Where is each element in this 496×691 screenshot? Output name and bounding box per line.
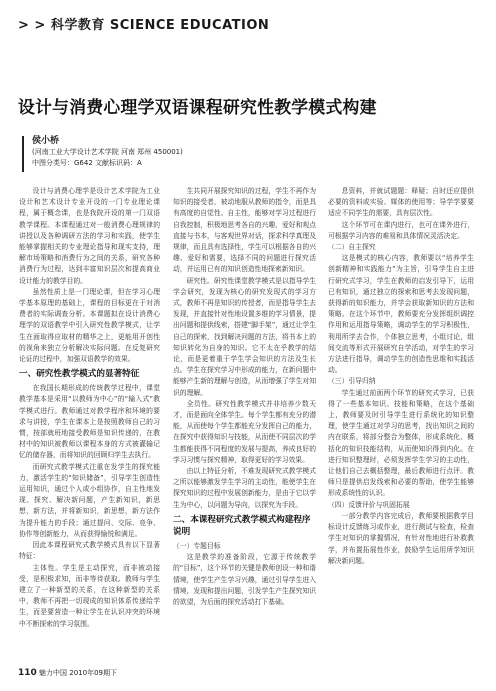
- paragraph: 研究性。研究性课堂教学模式是以指导学生学会研究，发现为核心的研究发现式的学习方式，教师不再是知识的传授者，而是指导学生去发现，并直接针对性地设置多维的学习情景，提出问题和提供线索，搭建“脚手架”，通过让学生自己的探索，找到解决问题的方法，将书本上的知识转化为自身的知识。它不太在乎教学的结论，而是更着重于学生学会知识的方法及生长点。学生在探究学习中形成的能力，在新问题中能够产生新的理解与创造，从而增强了学生对知识的理解。: [173, 276, 316, 397]
- paragraph: 这是教学的准备阶段，它源于传统教学的“目标”，这个环节的关键是教师创设一种和谐情境，使学生产生学习兴趣，通过引导学生进入情境，发现和提出问题，引发学生产生探究知识的欲望，为后面的探究活动打下基础。: [173, 553, 316, 606]
- column-1: [19, 186, 160, 646]
- column-2: [173, 186, 316, 646]
- article-title: 设计与消费心理学双语课程研究性教学模式构建: [18, 97, 377, 117]
- paragraph: 主体性。学生是主动探究，而非被动接受，是积极求知，而非等待获取。教师与学生建立了一种新型的关系，在这种新型的关系中，教师不再把一切现成的知识体系传递给学生，而是要营造一种让学生在认识冲突的环境中不断探索的学习氛围。: [19, 563, 160, 628]
- section-header: > > 科学教育 SCIENCE EDUCATION: [18, 18, 270, 33]
- section-heading: （三）引导归纳: [328, 377, 376, 386]
- paragraph: 设计与消费心理学是设计艺术学院为工业设计和艺术设计专业开设的一门专业理论课程，属于概念课，也是我院开设的第一门双语教学课程。本课程通过对一般消费心理规律的讲授以及各种调研方法的学习和实践，使学生能够掌握相关的专业理论指导和现实支持，理解市场策略和消费行为之间的关系，研究各种消费行为过程，达到丰富知识层次和提高商业设计能力的教学目的。: [19, 187, 160, 285]
- author-block: [22, 136, 183, 172]
- paragraph: 息资料，并就试题题：释疑；自时还应提供必要的资料或实验、媒体的使用等；导学学要要适应不同学生的需要，具有层次性。: [328, 187, 474, 218]
- paragraph: 虽然性质上是一门理论课，但在学习心理学基本原理的基础上，课程的目标更在于对消费者的实际调查分析。本课题拟在设计消费心理学的双语教学中引入研究性教学模式，让学生在面取得应取材的精华之上，更能用开创性的视角来独立分析解决实际问题。在反复研究论证的过程中，加强双语教学的效果。: [19, 287, 160, 364]
- paragraph: 由以上特征分析，不难发现研究式教学模式之所以能够激发学生学习的主动性，能使学生在探究知识的过程中发展创新能力，是由于它以学生为中心，以问题为导向，以探究为手段。: [173, 467, 316, 509]
- paragraph: 在我国长期形成的传统教学过程中，课堂教学基本是采用“以教师为中心”的“输入式”教学模式进行。教师通过对教学程序和环境的要求与讲授，学生在课本上是按照教师自己的习惯，按部就班地接受教师是知识传递的，在教材中的知识被教师以课程本身的方式被灌输记忆的储存器，而将知识的回顾归学生去执行。: [19, 384, 160, 460]
- page-footer: [18, 668, 117, 678]
- journal-info: 魅力中国 2010年09期下: [39, 669, 117, 677]
- section-heading: （一）专题目标: [173, 541, 221, 550]
- column-3: [328, 186, 474, 646]
- section-heading: 一、研究性教学模式的显著特征: [19, 369, 140, 380]
- paragraph: 全员性。研究性教学模式并非培养少数天才，而是面向全体学生。每个学生都有充分的潜能，从而使每个学生都能充分发挥自己的能力，在探究中获得知识与技能，从而使不同层次的学生都能获得不同程度的发展与提高，养成良好的学习习惯与探究精神，取得更好的学习效果。: [173, 399, 316, 464]
- section-heading: 二、本课程研究式教学模式构建程序说明: [173, 514, 311, 537]
- section-heading: （四）反馈评价与巩固拓展: [328, 500, 410, 509]
- classification-line: 中图分类号：G642 文献标识码：A: [32, 159, 142, 167]
- paragraph: 这是模式的核心内容，教师要以“培养学生创新精神和实践能力”为主旨，引导学生自主进行研究式学习，学生在教师的启发引导下，运用已有知识，通过独立的探索和思考去发现问题，获得新的知识能力，并学会获取新知识的方法和策略。在这个环节中，教师要充分发挥组织调控作用和运用指导策略，调动学生的学习积极性，利用所学去合作，个体独立思考，小组讨论，组间交流等形式开展研究自学活动，对学生的学习方法进行指导，调动学生的创造性思维和实践活动。: [328, 254, 474, 375]
- paragraph: 生共同开展探究知识的过程，学生不再作为知识的接受者，被动地服从教师的指令，而是具有高度的自觉性、自主性，能够对学习过程进行自我控制，积极地思考各自的兴趣、爱好和观点直接与书本，与客观世界对话，探求科学真理及规律，而且具有选择性，学生可以根据各自的兴趣、爱好和需要，选择不同的问题进行探究活动，并运用已有的知识创造性地探索新知识。: [173, 187, 316, 274]
- author-name: 侯小桥: [32, 136, 60, 146]
- section-heading: （二）自主探究: [328, 243, 376, 252]
- paragraph: 学生通过前面两个环节的研究式学习，已获得了一些基本知识、技能和策略，在这个基础上，教师要及时引导学生进行系统化的知识整理，使学生通过对学习的思考，找出知识之间的内在联系，将部分整合为整体，形成系统化、概括化的知识技能结构，从而使知识得到内化。在进行知识整理时，必须发挥学生学习的主动性，让他们自己去概括整理，最后教师进行点评。教师只是提供启发线索和必要的帮助，使学生能够形成系统性的认识。: [328, 388, 474, 498]
- paragraph: 因此本课程研究式教学模式具有以下显著特征：: [19, 541, 160, 561]
- paragraph: 一部分教学内容完成后，教师要根据教学目标设计反馈练习或作业，进行测试与检查，检查学生对知识的掌握情况，有针对性地进行补救教学，并布置拓展性作业，鼓励学生运用所学知识解决新问题。: [328, 511, 474, 565]
- paragraph: 这个环节可在课内进行，也可在课外进行，可根据学习内容的难易和具体情况灵活决定。: [328, 220, 474, 240]
- paragraph: 而研究式教学模式注重在发学生的探究能力，激活学生的“知识储备”，引导学生创造性运用知识，通过个人或小组协作，自主性地发现、探究、解决新问题，产生新知识，新思想，新方法，并将新知识，新思想，新方法作为提升能力的手段；通过提问、交际、竞争、协作等创新能力，从而获得愉悦和满足。: [19, 462, 160, 538]
- author-affiliation: (河南工业大学设计艺术学院 河南 郑州 450001): [32, 148, 183, 156]
- page-number: 110: [18, 668, 37, 678]
